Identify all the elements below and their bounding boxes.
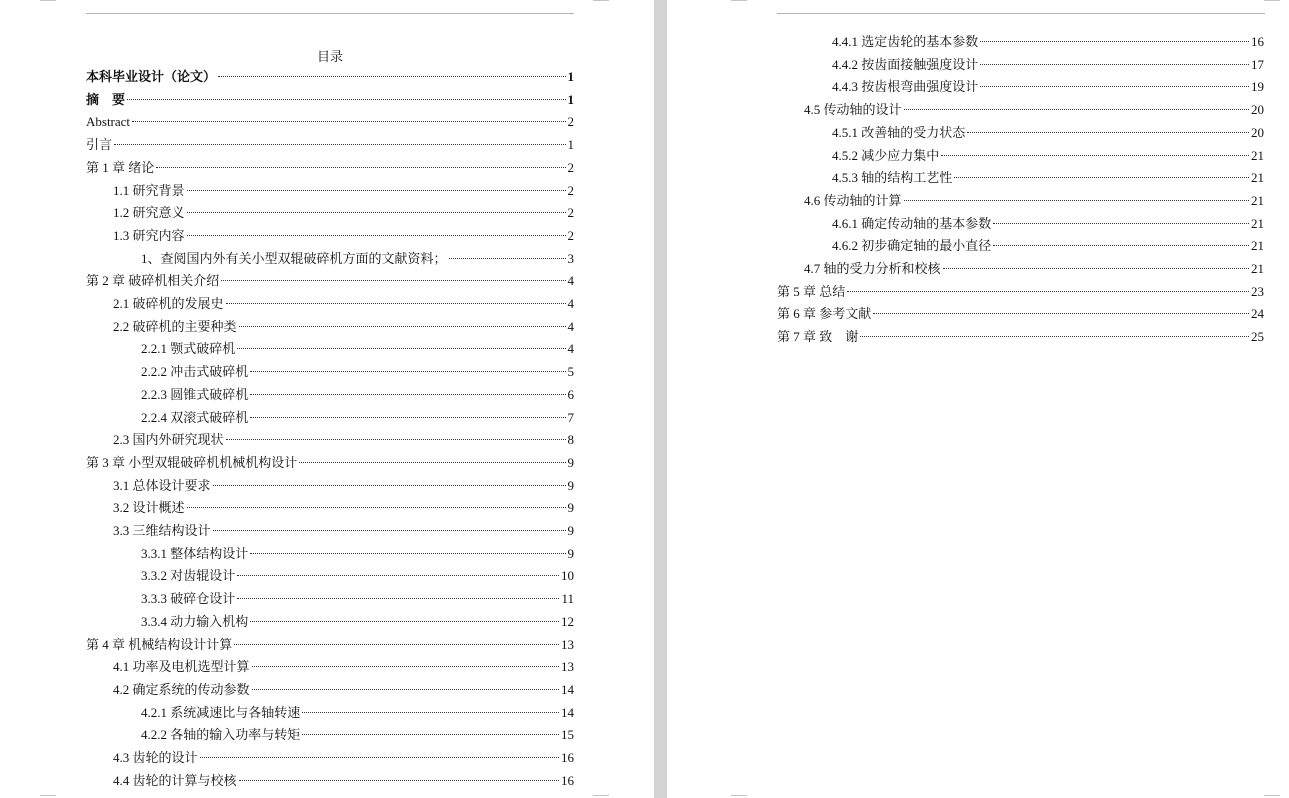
toc-entry[interactable]	[86, 90, 574, 110]
toc-entry-title: 2.3 国内外研究现状	[113, 432, 224, 448]
toc-entry-title: 2.2.1 颚式破碎机	[141, 341, 236, 357]
toc-entry-title: 2.2.4 双滚式破碎机	[141, 409, 249, 425]
dot-leader	[213, 530, 566, 531]
toc-entry-title: 本科毕业设计（论文）	[86, 69, 217, 84]
toc-entry[interactable]	[141, 703, 574, 723]
toc-entry-page: 13	[561, 636, 574, 652]
toc-entry-page: 2	[567, 159, 574, 175]
dot-leader	[218, 76, 565, 77]
toc-entry[interactable]	[141, 385, 574, 405]
toc-entry[interactable]	[86, 135, 574, 155]
toc-entry-title: 2.2.3 圆锥式破碎机	[141, 386, 249, 402]
dot-leader	[873, 313, 1249, 314]
dot-leader	[132, 121, 565, 122]
dot-leader	[954, 177, 1249, 178]
toc-entry-title: 第 1 章 绪论	[86, 159, 155, 175]
toc-entry-title: 第 2 章 破碎机相关介绍	[86, 273, 220, 289]
page-gap	[654, 0, 667, 798]
toc-entry-title: 4.4.3 按齿根弯曲强度设计	[832, 79, 979, 95]
crop-mark	[40, 0, 56, 1]
toc-title: 目录	[316, 49, 343, 64]
toc-entry[interactable]	[141, 612, 574, 632]
dot-leader	[239, 780, 559, 781]
toc-entry[interactable]	[777, 304, 1264, 324]
dot-leader	[252, 666, 559, 667]
toc-entry-page: 2	[567, 182, 574, 198]
toc-entry-title: 4.1 功率及电机选型计算	[113, 659, 250, 675]
dot-leader	[449, 258, 566, 259]
toc-entry[interactable]	[832, 77, 1264, 97]
toc-entry[interactable]	[141, 249, 574, 269]
toc-entry-page: 7	[567, 409, 574, 425]
toc-entry-page: 9	[567, 523, 574, 538]
toc-entry-page: 1	[567, 91, 574, 107]
dot-leader	[237, 348, 565, 349]
dot-leader	[250, 417, 565, 418]
toc-entry-page: 12	[561, 613, 574, 629]
crop-mark	[593, 0, 609, 1]
toc-entry-page: 5	[567, 364, 574, 380]
dot-leader	[252, 689, 559, 690]
toc-entry[interactable]	[832, 168, 1264, 188]
toc-entry-page: 21	[1251, 238, 1264, 254]
toc-entry[interactable]	[86, 158, 574, 178]
dot-leader	[237, 598, 559, 599]
toc-entry-page: 6	[567, 386, 574, 402]
toc-entry-title: 4.4.1 选定齿轮的基本参数	[832, 34, 979, 49]
toc-entry-title: 3.3.2 对齿辊设计	[141, 568, 236, 584]
toc-entry[interactable]	[804, 259, 1264, 279]
toc-entry[interactable]	[113, 680, 574, 700]
toc-entry[interactable]	[86, 112, 574, 132]
toc-entry-title: 3.3.3 破碎仓设计	[141, 591, 236, 607]
toc-entry-title: 3.3.1 整体结构设计	[141, 545, 249, 561]
crop-mark	[593, 795, 609, 796]
crop-mark	[731, 0, 747, 1]
toc-entry-title: 第 3 章 小型双辊破碎机机械机构设计	[86, 454, 298, 470]
toc-entry[interactable]	[141, 589, 574, 609]
toc-entry-title: 1.2 研究意义	[113, 205, 185, 221]
toc-entry-title: Abstract	[86, 114, 131, 130]
toc-entry-title: 3.1 总体设计要求	[113, 477, 211, 493]
toc-entry-page: 21	[1251, 170, 1264, 186]
dot-leader	[943, 268, 1249, 269]
toc-entry-title: 4.5 传动轴的设计	[804, 102, 902, 118]
toc-entry-page: 9	[567, 500, 574, 516]
toc-entry[interactable]	[113, 430, 574, 450]
toc-entry[interactable]	[86, 635, 574, 655]
toc-entry-page: 21	[1251, 261, 1264, 276]
dot-leader	[187, 190, 566, 191]
dot-leader	[237, 575, 559, 576]
toc-entry-page: 15	[561, 727, 574, 743]
toc-entry-page: 4	[567, 273, 574, 289]
toc-entry-title: 4.5.1 改善轴的受力状态	[832, 124, 966, 140]
toc-entry[interactable]	[113, 181, 574, 201]
toc-entry-title: 4.4 齿轮的计算与校核	[113, 772, 237, 788]
toc-entry[interactable]	[86, 453, 574, 473]
dot-leader	[187, 507, 566, 508]
dot-leader	[993, 223, 1249, 224]
dot-leader	[967, 132, 1249, 133]
toc-entry-page: 14	[561, 704, 574, 720]
toc-entry[interactable]	[141, 362, 574, 382]
toc-entry-page: 16	[1251, 34, 1264, 49]
toc-entry-title: 2.2.2 冲击式破碎机	[141, 364, 249, 380]
toc-entry-title: 2.2 破碎机的主要种类	[113, 318, 237, 334]
toc-entry-page: 1	[567, 69, 574, 84]
dot-leader	[980, 41, 1249, 42]
toc-entry[interactable]	[804, 100, 1264, 120]
document-page-right	[667, 0, 1289, 798]
dot-leader	[993, 245, 1249, 246]
toc-entry[interactable]	[113, 203, 574, 223]
toc-entry-page: 9	[567, 545, 574, 561]
crop-mark	[40, 795, 56, 796]
toc-entry-page: 19	[1251, 79, 1264, 95]
dot-leader	[302, 734, 559, 735]
toc-entry-title: 第 7 章 致 谢	[777, 329, 859, 345]
toc-entry[interactable]	[113, 476, 574, 496]
toc-entry-page: 25	[1251, 329, 1264, 345]
toc-entry-title: 第 6 章 参考文献	[777, 306, 872, 322]
dot-leader	[299, 462, 565, 463]
dot-leader	[221, 280, 565, 281]
toc-entry-page: 2	[567, 114, 574, 130]
header-rule	[86, 13, 574, 14]
toc-entry-page: 20	[1251, 102, 1264, 118]
toc-entry-page: 14	[561, 681, 574, 697]
toc-entry[interactable]	[832, 32, 1264, 52]
toc-entry-title: 2.1 破碎机的发展史	[113, 296, 224, 311]
dot-leader	[904, 109, 1249, 110]
toc-entry-page: 20	[1251, 124, 1264, 140]
toc-entry-page: 4	[567, 296, 574, 311]
dot-leader	[980, 64, 1249, 65]
toc-entry-title: 3.3.4 动力输入机构	[141, 613, 249, 629]
dot-leader	[239, 326, 566, 327]
toc-entry-title: 4.5.2 减少应力集中	[832, 147, 940, 163]
toc-entry-page: 21	[1251, 147, 1264, 163]
toc-entry[interactable]	[86, 271, 574, 291]
toc-entry-title: 1.3 研究内容	[113, 227, 185, 243]
toc-entry[interactable]	[86, 67, 574, 87]
dot-leader	[127, 99, 565, 100]
toc-entry[interactable]	[113, 294, 574, 314]
toc-entry-page: 21	[1251, 192, 1264, 208]
toc-entry[interactable]	[113, 226, 574, 246]
toc-entry-page: 4	[567, 341, 574, 357]
toc-entry-title: 第 5 章 总结	[777, 283, 846, 299]
toc-entry[interactable]	[113, 748, 574, 768]
toc-entry[interactable]	[804, 191, 1264, 211]
toc-entry[interactable]	[113, 498, 574, 518]
dot-leader	[226, 439, 566, 440]
dot-leader	[302, 712, 559, 713]
toc-entry-title: 4.6.1 确定传动轴的基本参数	[832, 215, 992, 231]
toc-entry[interactable]	[141, 339, 574, 359]
dot-leader	[114, 144, 565, 145]
toc-entry[interactable]	[832, 55, 1264, 75]
toc-entry-title: 4.7 轴的受力分析和校核	[804, 261, 941, 276]
toc-entry-page: 3	[567, 250, 574, 266]
toc-entry-title: 摘 要	[86, 91, 126, 107]
toc-entry-page: 21	[1251, 215, 1264, 231]
dot-leader	[187, 235, 566, 236]
toc-entry[interactable]	[113, 771, 574, 791]
dot-leader	[980, 86, 1249, 87]
toc-entry-title: 4.2.2 各轴的输入功率与转矩	[141, 727, 301, 743]
toc-entry[interactable]	[141, 725, 574, 745]
toc-entry-title: 4.6 传动轴的计算	[804, 192, 902, 208]
toc-entry-title: 3.3 三维结构设计	[113, 523, 211, 538]
dot-leader	[200, 757, 559, 758]
toc-entry-title: 第 4 章 机械结构设计计算	[86, 636, 233, 652]
toc-entry[interactable]	[777, 327, 1264, 347]
toc-entry-title: 3.2 设计概述	[113, 500, 185, 516]
toc-entry[interactable]	[141, 566, 574, 586]
toc-entry[interactable]	[113, 521, 574, 541]
toc-entry[interactable]	[141, 408, 574, 428]
toc-entry-page: 9	[567, 454, 574, 470]
dot-leader	[250, 621, 559, 622]
toc-entry-page: 9	[567, 477, 574, 493]
toc-entry[interactable]	[113, 317, 574, 337]
dot-leader	[860, 336, 1249, 337]
dot-leader	[941, 155, 1249, 156]
crop-mark	[731, 795, 747, 796]
toc-entry-page: 16	[561, 750, 574, 765]
toc-entry-page: 2	[567, 205, 574, 221]
toc-entry-page: 13	[561, 659, 574, 675]
toc-entry[interactable]	[777, 282, 1264, 302]
toc-entry-title: 1.1 研究背景	[113, 182, 185, 198]
dot-leader	[156, 167, 565, 168]
toc-entry-title: 1、查阅国内外有关小型双辊破碎机方面的文献资料；	[141, 250, 447, 266]
toc-entry-page: 23	[1251, 283, 1264, 299]
toc-entry-page: 16	[561, 772, 574, 788]
toc-entry-page: 2	[567, 227, 574, 243]
toc-entry[interactable]	[141, 544, 574, 564]
toc-entry-page: 8	[567, 432, 574, 448]
toc-entry-title: 引言	[86, 137, 113, 153]
dot-leader	[847, 291, 1249, 292]
toc-entry-page: 17	[1251, 56, 1264, 72]
toc-entry[interactable]	[113, 657, 574, 677]
toc-entry[interactable]	[832, 123, 1264, 143]
toc-entry[interactable]	[832, 214, 1264, 234]
toc-entry-title: 4.6.2 初步确定轴的最小直径	[832, 238, 992, 254]
dot-leader	[234, 644, 559, 645]
toc-entry[interactable]	[832, 236, 1264, 256]
toc-entry-title: 4.4.2 按齿面接触强度设计	[832, 56, 979, 72]
dot-leader	[250, 394, 565, 395]
dot-leader	[187, 212, 566, 213]
toc-entry-title: 4.5.3 轴的结构工艺性	[832, 170, 953, 186]
toc-entry-page: 4	[567, 318, 574, 334]
dot-leader	[904, 200, 1249, 201]
dot-leader	[226, 303, 566, 304]
toc-entry-title: 4.3 齿轮的设计	[113, 750, 198, 765]
toc-entry-page: 11	[561, 591, 574, 607]
toc-entry-title: 4.2 确定系统的传动参数	[113, 681, 250, 697]
dot-leader	[250, 553, 565, 554]
dot-leader	[250, 371, 565, 372]
header-rule	[777, 13, 1265, 14]
toc-entry[interactable]	[832, 146, 1264, 166]
toc-entry-page: 24	[1251, 306, 1264, 322]
dot-leader	[213, 485, 566, 486]
toc-entry-title: 4.2.1 系统减速比与各轴转速	[141, 704, 301, 720]
crop-mark	[1264, 0, 1280, 1]
crop-mark	[1264, 795, 1280, 796]
toc-entry-page: 1	[567, 137, 574, 153]
toc-entry-page: 10	[561, 568, 574, 584]
